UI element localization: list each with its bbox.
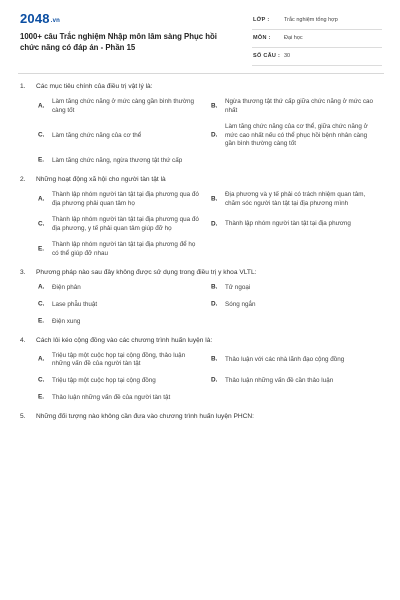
option-c[interactable]: [38, 301, 211, 310]
option-e[interactable]: [38, 394, 211, 403]
question-stem: [20, 412, 380, 421]
option-e[interactable]: [38, 157, 211, 166]
option-a[interactable]: [38, 191, 211, 208]
option-letter: C.: [38, 220, 45, 228]
option-text: Sóng ngắn: [225, 300, 256, 308]
meta-label: SỐ CÂU :: [253, 53, 281, 59]
question-number: 2.: [20, 175, 26, 183]
question-number: 3.: [20, 268, 26, 276]
question-number: 4.: [20, 336, 26, 344]
question-3: [0, 268, 400, 327]
option-grid: [20, 98, 380, 166]
option-text: Thành lập nhóm người tàn tật tại địa phương qua đó địa phương, y tế phải quan tâm giúp đỡ họ: [52, 216, 199, 232]
meta-label: LỚP :: [253, 17, 270, 23]
meta-label: MÔN :: [253, 35, 271, 41]
question-2: [0, 175, 400, 259]
meta-table: [252, 12, 382, 66]
option-letter: A.: [38, 355, 45, 363]
question-number: 1.: [20, 83, 26, 90]
option-letter: B.: [211, 195, 218, 203]
question-1: [0, 82, 400, 166]
option-text: Làm tăng chức năng, ngừa thương tật thứ cấp: [52, 157, 183, 165]
option-text: Làm tăng chức năng ở mức càng gần bình thường càng tốt: [52, 98, 195, 114]
option-a[interactable]: [38, 352, 211, 369]
question-text: Phương pháp nào sau đây không được sử dụng trong điều trị y khoa VLTL:: [36, 268, 257, 276]
option-letter: B.: [211, 102, 218, 110]
option-letter: B.: [211, 355, 218, 363]
option-d[interactable]: [211, 216, 384, 233]
option-text: Tử ngoại: [225, 283, 251, 291]
option-text: Triệu tập một cuộc họp tại cộng đồng, thảo luận những vấn đề của người tàn tật: [52, 351, 186, 368]
option-letter: A.: [38, 195, 45, 203]
option-grid: [20, 191, 380, 259]
question-text: Những đối tượng nào không cần đưa vào chương trình huấn luyện PHCN:: [36, 412, 255, 420]
option-text: Điện phân: [52, 283, 81, 291]
option-text: Thành lập nhóm người tàn tật tại địa phương để họ có thể giúp đỡ nhau: [52, 241, 196, 257]
option-c[interactable]: [38, 377, 211, 386]
option-d[interactable]: [211, 377, 384, 386]
option-letter: A.: [38, 102, 45, 110]
question-text: Các mục tiêu chính của điều trị vật lý là:: [36, 83, 153, 90]
question-stem: [20, 268, 380, 277]
option-letter: D.: [211, 376, 218, 384]
option-text: Làm tăng chức năng của cơ thể: [52, 131, 142, 139]
option-letter: D.: [211, 131, 218, 139]
option-text: Thành lập nhóm người tàn tật tại địa phương: [225, 220, 351, 228]
option-letter: C.: [38, 131, 45, 139]
option-b[interactable]: [211, 191, 384, 208]
option-text: Triệu tập một cuộc họp tại cộng đồng: [52, 376, 156, 384]
option-grid: [20, 284, 380, 327]
question-4: [0, 336, 400, 403]
option-c[interactable]: [38, 216, 211, 233]
option-text: Thảo luận những vấn đề cần thảo luận: [225, 376, 334, 384]
option-e[interactable]: [38, 241, 211, 258]
option-text: Ngừa thương tật thứ cấp giữa chức năng ở mức cao nhất: [225, 98, 374, 114]
option-d[interactable]: [211, 123, 384, 149]
option-letter: E.: [38, 157, 45, 165]
option-letter: C.: [38, 376, 45, 384]
logo-main: 2048: [20, 11, 50, 26]
option-letter: C.: [38, 300, 45, 308]
option-text: Làm tăng chức năng của cơ thể, giữa chức năng ở mức cao nhất nếu có thể phục hồi bệnh nhân càng gần bình thường càng tốt: [225, 123, 368, 148]
question-5: [0, 412, 400, 421]
option-letter: E.: [38, 317, 45, 325]
question-stem: [20, 336, 380, 345]
option-text: Lase phẫu thuật: [52, 300, 98, 308]
option-b[interactable]: [211, 98, 384, 115]
option-text: Thảo luận những vấn đề của người tàn tật: [52, 393, 171, 401]
question-number: 5.: [20, 412, 26, 420]
option-letter: D.: [211, 220, 218, 228]
meta-row-class: [252, 12, 382, 30]
question-list: [0, 82, 400, 430]
option-letter: D.: [211, 300, 218, 308]
meta-row-subject: [252, 30, 382, 48]
site-logo[interactable]: [20, 11, 60, 26]
option-grid: [20, 352, 380, 403]
option-text: Thảo luận với các nhà lãnh đạo cộng đồng: [225, 355, 345, 363]
meta-row-count: [252, 48, 382, 66]
document-title: 1000+ câu Trắc nghiệm Nhập môn lâm sàng Phục hồi chức năng có đáp án - Phần 15: [20, 32, 217, 52]
option-letter: B.: [211, 283, 218, 291]
option-c[interactable]: [38, 123, 211, 149]
option-letter: E.: [38, 393, 45, 401]
option-text: Điện xung: [52, 317, 81, 325]
header: [0, 0, 400, 74]
option-letter: A.: [38, 283, 45, 291]
option-text: Thành lập nhóm người tàn tật tại địa phương qua đó địa phương phải quan tâm họ: [52, 190, 199, 207]
question-text: Những hoạt động xã hội cho người tàn tật là: [36, 175, 166, 183]
option-d[interactable]: [211, 301, 384, 310]
meta-value: Trắc nghiệm tổng hợp: [284, 17, 338, 23]
question-stem: [20, 82, 380, 91]
logo-suffix: .vn: [50, 18, 61, 24]
option-text: Địa phương và y tế phải có trách nhiệm quan tâm, chăm sóc người tàn tật tại địa phương mình: [225, 190, 366, 207]
option-a[interactable]: [38, 98, 211, 115]
option-letter: E.: [38, 245, 45, 253]
option-e[interactable]: [38, 318, 211, 327]
header-divider: [18, 73, 384, 74]
meta-value: 30: [284, 53, 291, 59]
question-text: Cách lôi kéo cộng đồng vào các chương trình huấn luyện là:: [36, 336, 213, 344]
option-b[interactable]: [211, 352, 384, 369]
meta-value: Đại học: [284, 35, 303, 41]
question-stem: [20, 175, 380, 184]
option-a[interactable]: [38, 284, 211, 293]
option-b[interactable]: [211, 284, 384, 293]
